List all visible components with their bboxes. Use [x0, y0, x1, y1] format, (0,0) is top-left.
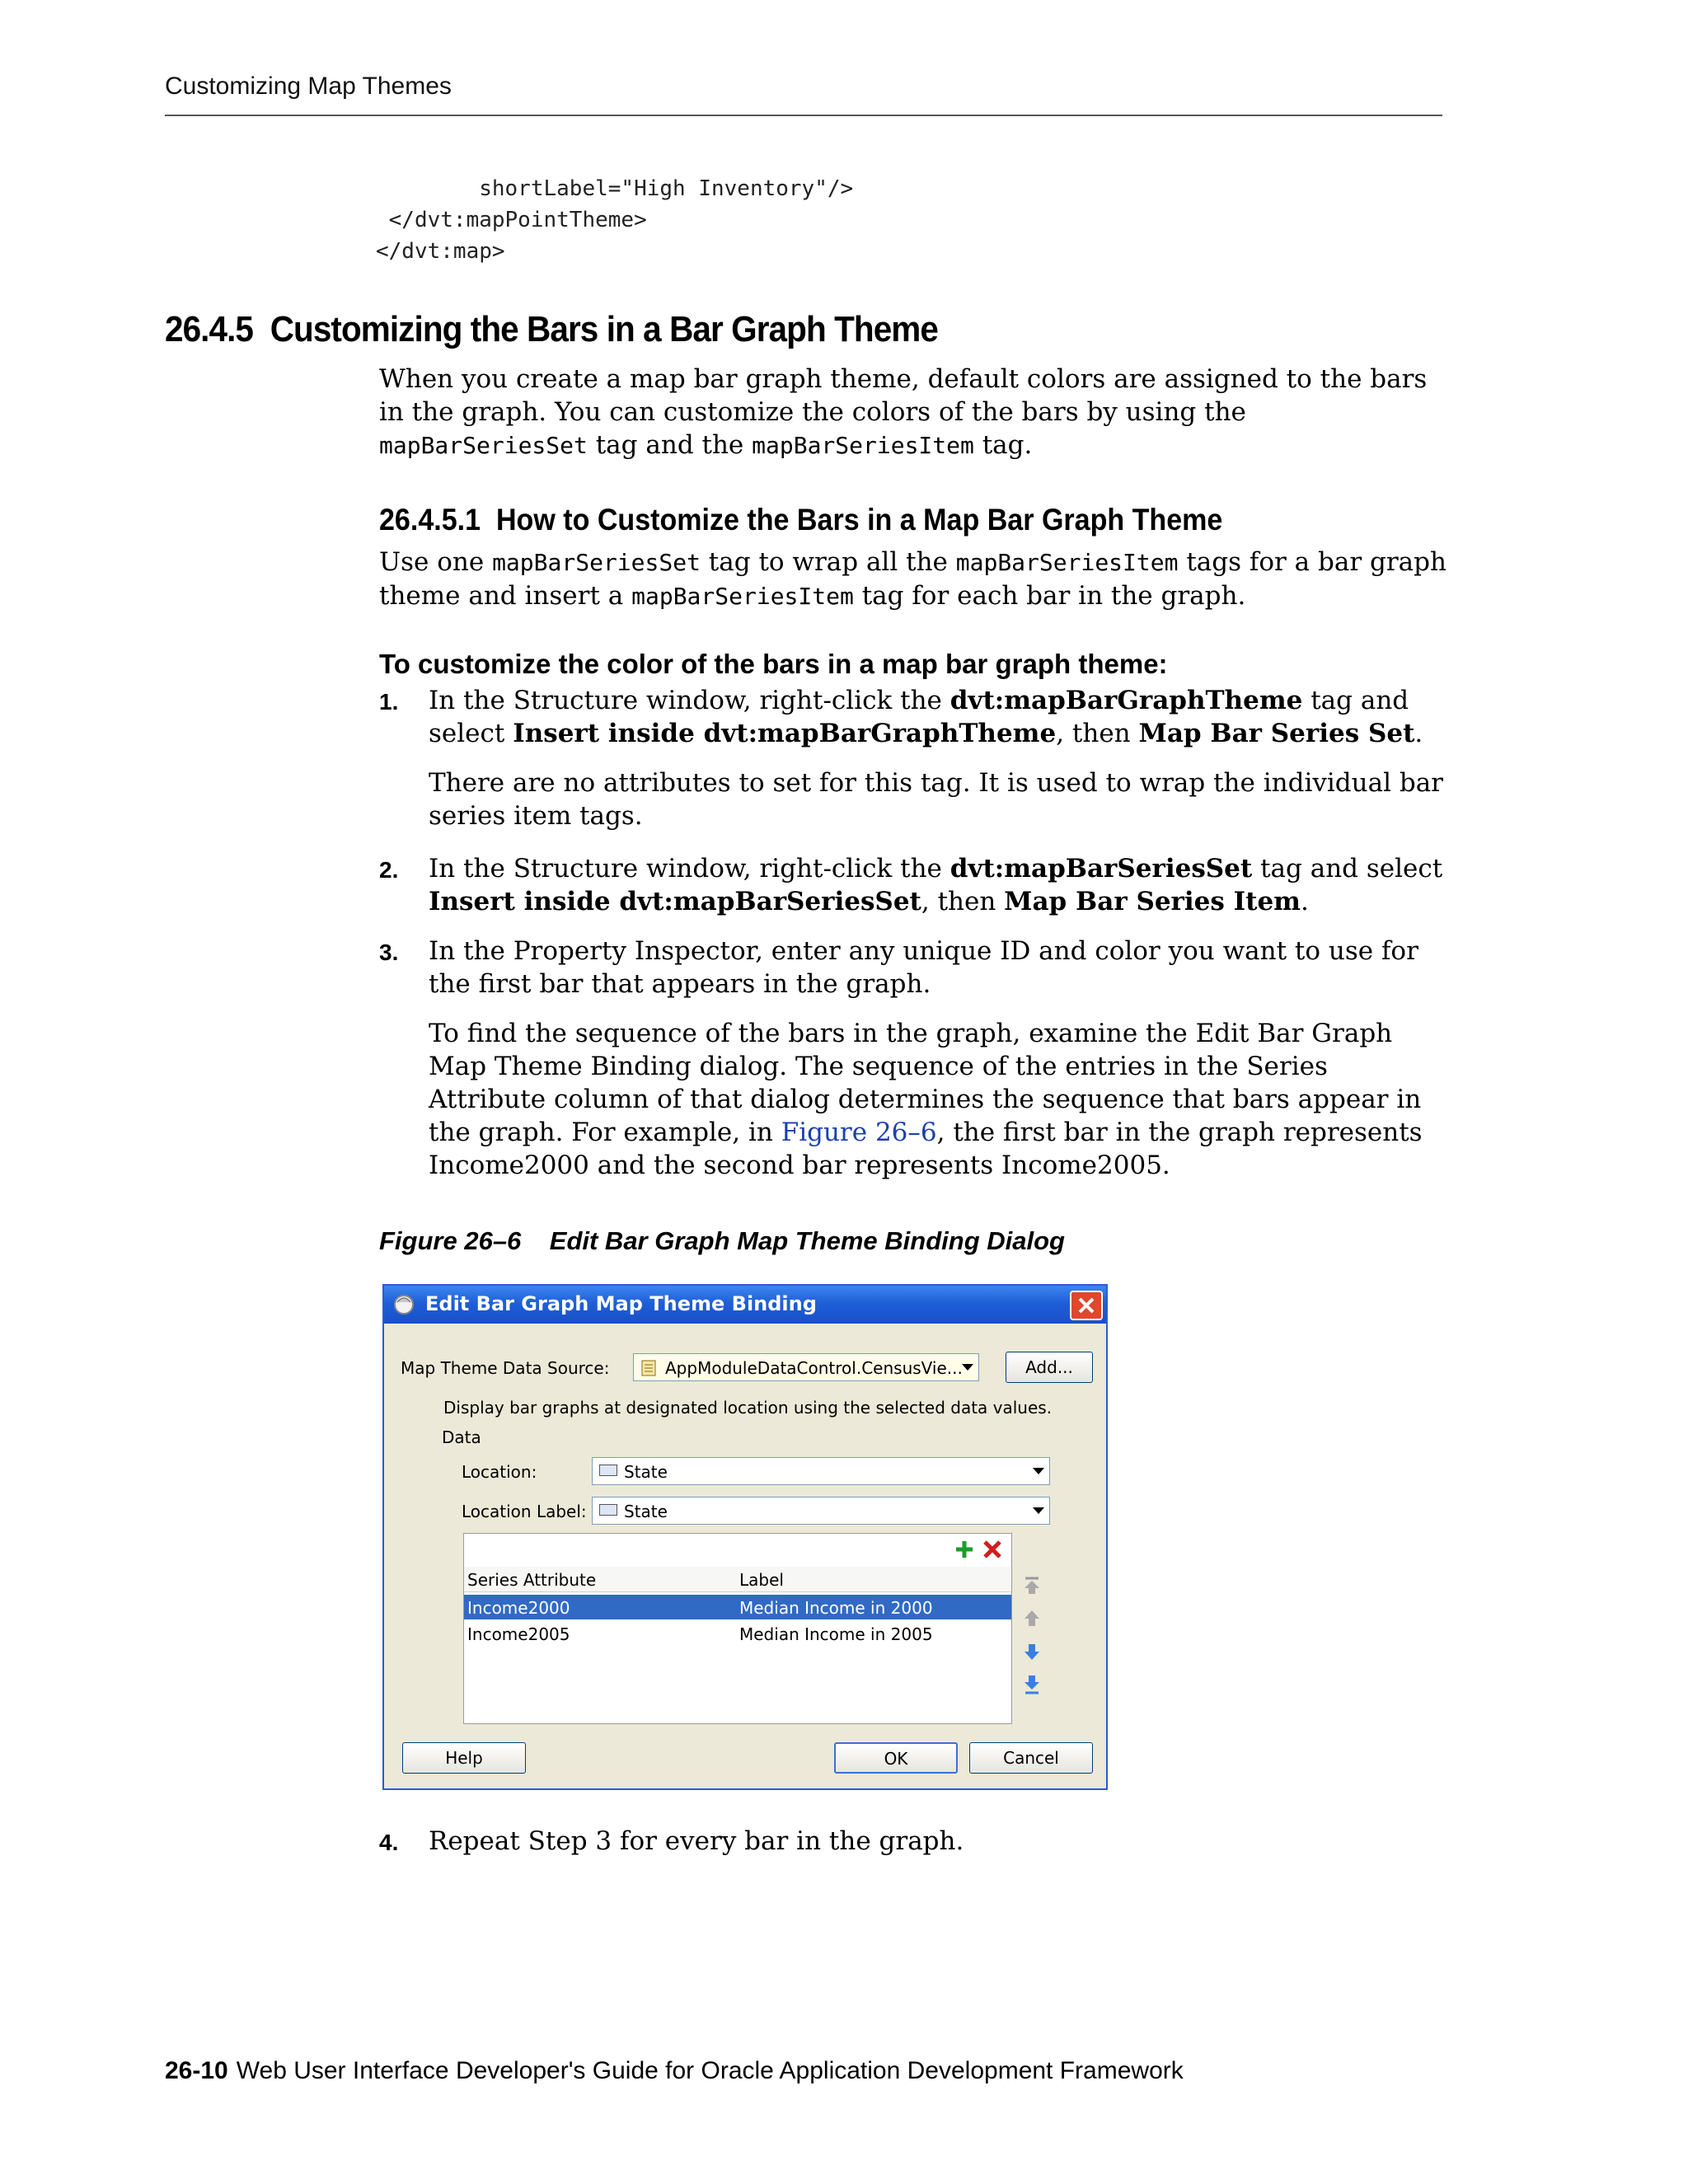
table-row[interactable]	[464, 1595, 1011, 1619]
section-number: 26.4.5	[165, 309, 254, 349]
chevron-down-icon	[1033, 1468, 1044, 1474]
step-text: Repeat Step 3 for every bar in the graph.	[429, 1826, 964, 1856]
ok-button[interactable]: OK	[834, 1742, 958, 1774]
data-source-select[interactable]: AppModuleDataControl.CensusVie...	[633, 1353, 979, 1381]
subsection-heading	[379, 503, 1222, 537]
edit-binding-dialog	[382, 1284, 1108, 1790]
page-footer	[165, 2057, 1184, 2085]
table-header	[464, 1567, 1011, 1592]
header-rule	[165, 115, 1442, 116]
code-line: shortLabel="High Inventory"/>	[376, 176, 854, 201]
move-down-icon[interactable]	[1020, 1640, 1043, 1663]
label-cell[interactable]: Median Income in 2000	[739, 1598, 933, 1618]
cancel-button[interactable]: Cancel	[969, 1742, 1093, 1774]
step-number: 2.	[379, 857, 399, 883]
delete-row-icon[interactable]	[982, 1539, 1003, 1560]
chevron-down-icon	[962, 1364, 973, 1371]
label-cell[interactable]: Median Income in 2005	[739, 1624, 933, 1644]
attribute-icon	[599, 1465, 617, 1476]
running-head: Customizing Map Themes	[165, 73, 452, 100]
step-note: There are no attributes to set for this tag. It is used to wrap the individual bar series item tags.	[429, 768, 1443, 831]
add-row-icon[interactable]	[954, 1539, 975, 1560]
dialog-description: Display bar graphs at designated location using the selected data values.	[443, 1398, 1053, 1418]
series-table	[463, 1533, 1012, 1724]
section-title: Customizing the Bars in a Bar Graph Theme	[270, 309, 938, 349]
series-cell[interactable]: Income2000	[467, 1598, 570, 1618]
figure-caption	[379, 1226, 1065, 1256]
series-cell[interactable]: Income2005	[467, 1624, 570, 1644]
code-listing	[376, 173, 853, 267]
figure-label: Figure 26–6	[379, 1226, 522, 1255]
close-icon	[1076, 1296, 1096, 1315]
help-button[interactable]: Help	[402, 1742, 526, 1774]
location-label-label: Location Label:	[462, 1502, 587, 1521]
location-select[interactable]: State	[592, 1457, 1050, 1485]
dialog-titlebar[interactable]	[384, 1286, 1106, 1324]
dialog-title: Edit Bar Graph Map Theme Binding	[425, 1292, 817, 1315]
data-group-label: Data	[442, 1427, 481, 1447]
step-text: In the Structure window, right-click the dvt:mapBarGraphTheme tag and select Insert inside dvt:mapBarGraphTheme, then Map Bar Series Set.	[429, 686, 1423, 748]
move-top-icon[interactable]	[1020, 1574, 1043, 1597]
step-text: In the Structure window, right-click the dvt:mapBarSeriesSet tag and select Insert inside dvt:mapBarSeriesSet, then Map Bar Series Item.	[429, 854, 1443, 916]
step-note: To find the sequence of the bars in the graph, examine the Edit Bar Graph Map Theme Binding dialog. The sequence of the entries in the Series Attribute column of that dialog determines the sequence that bars appear in the graph. For example, in Figure 26–6, the first bar in the graph represents Income2000 and the second bar represents Income2005.	[429, 1019, 1423, 1180]
subsection-title: How to Customize the Bars in a Map Bar Graph Theme	[495, 503, 1223, 537]
location-label-select[interactable]: State	[592, 1497, 1050, 1525]
code-line: </dvt:mapPointTheme>	[376, 208, 647, 232]
datasource-icon	[640, 1359, 659, 1377]
section-heading	[165, 309, 938, 350]
close-button[interactable]	[1070, 1291, 1103, 1320]
location-label: Location:	[462, 1462, 537, 1482]
step-number: 3.	[379, 940, 399, 965]
intro-paragraph: When you create a map bar graph theme, default colors are assigned to the bars in the graph. You can customize the colors of the bars by using the mapBarSeriesSet tag and the mapBarSeriesItem tag.	[379, 364, 1428, 460]
step-number: 1.	[379, 689, 399, 715]
data-source-label: Map Theme Data Source:	[401, 1358, 610, 1378]
code-line: </dvt:map>	[376, 239, 505, 264]
figure-title: Edit Bar Graph Map Theme Binding Dialog	[549, 1226, 1065, 1255]
page-number: 26-10	[165, 2057, 228, 2084]
step-number: 4.	[379, 1830, 399, 1855]
move-bottom-icon[interactable]	[1020, 1673, 1043, 1696]
column-header[interactable]: Label	[739, 1570, 784, 1590]
table-row[interactable]	[464, 1621, 1011, 1646]
app-icon	[392, 1292, 415, 1315]
step-text: In the Property Inspector, enter any unique ID and color you want to use for the first bar that appears in the graph.	[429, 936, 1418, 999]
book-title: Web User Interface Developer's Guide for Oracle Application Development Framework	[236, 2057, 1184, 2084]
attribute-icon	[599, 1504, 617, 1516]
procedure-title: To customize the color of the bars in a map bar graph theme:	[379, 649, 1168, 679]
figure-link[interactable]: Figure 26–6	[781, 1118, 937, 1147]
column-header[interactable]: Series Attribute	[467, 1570, 597, 1590]
subsection-number: 26.4.5.1	[379, 503, 481, 537]
chevron-down-icon	[1033, 1507, 1044, 1514]
add-button[interactable]: Add...	[1006, 1352, 1093, 1383]
move-up-icon[interactable]	[1020, 1607, 1043, 1630]
subsection-paragraph: Use one mapBarSeriesSet tag to wrap all the mapBarSeriesItem tags for a bar graph theme and insert a mapBarSeriesItem tag for each bar in the graph.	[379, 547, 1447, 611]
